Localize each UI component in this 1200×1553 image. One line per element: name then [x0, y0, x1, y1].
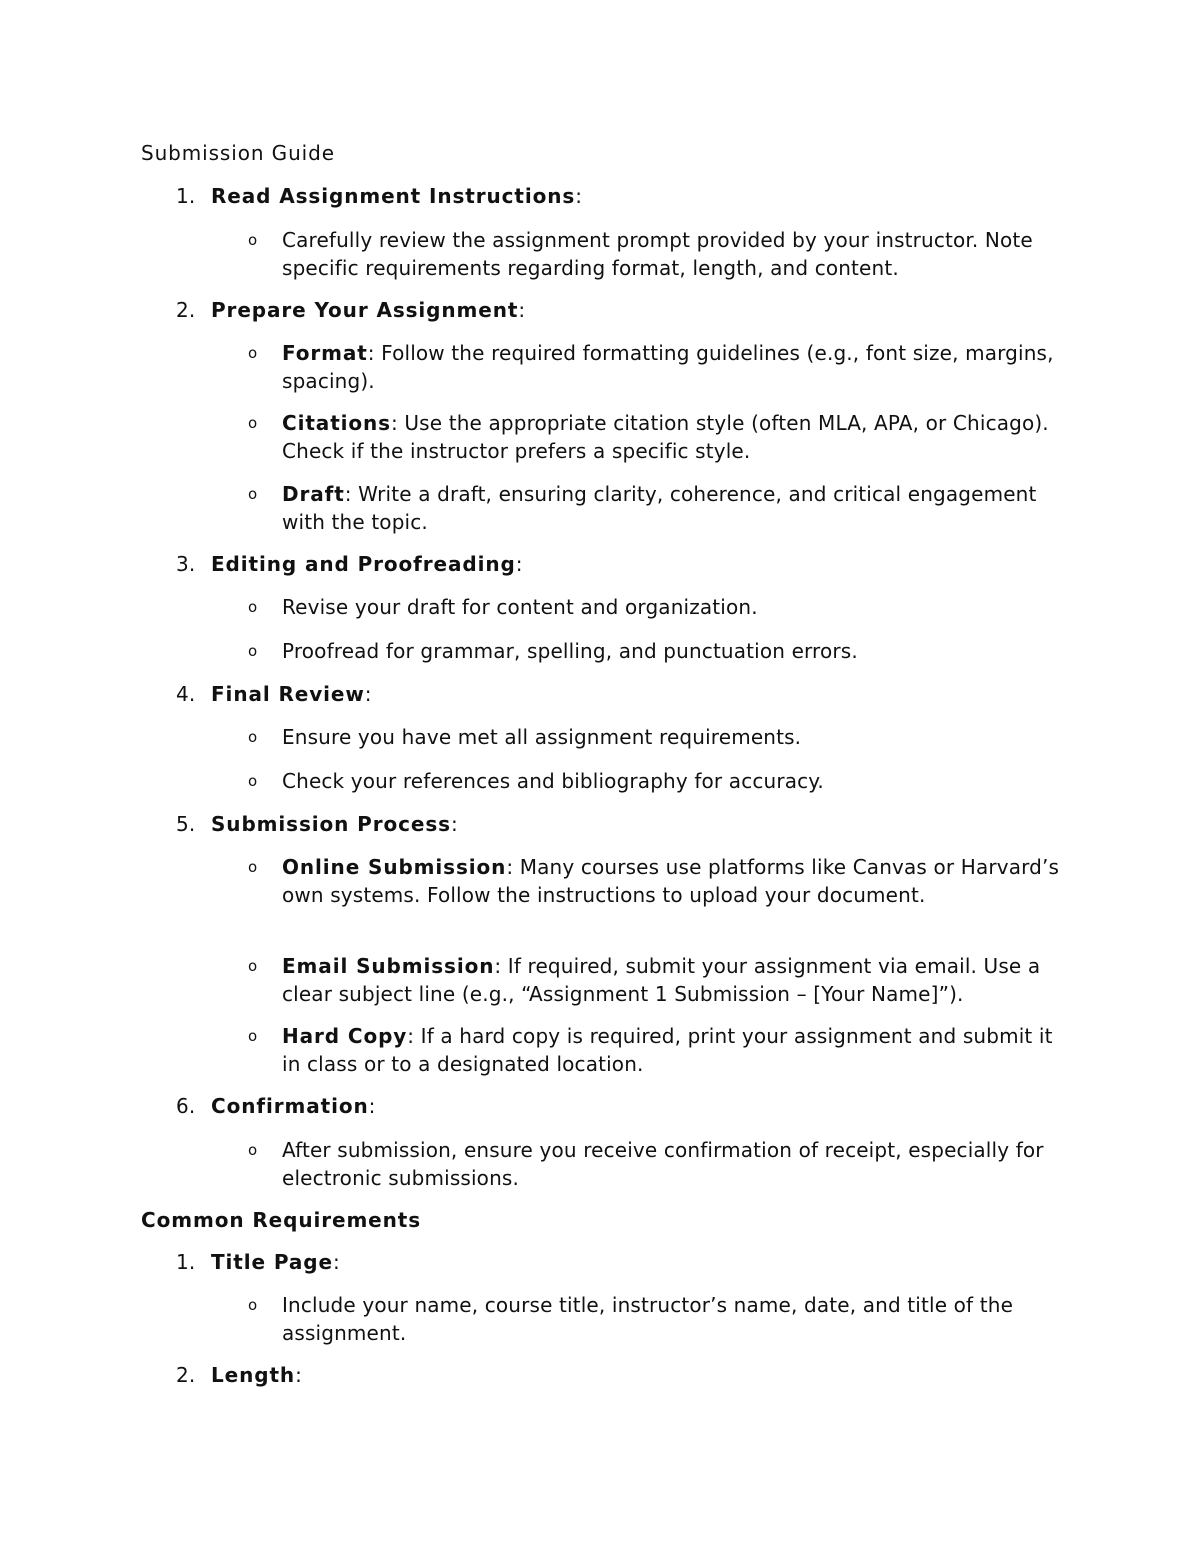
- item-suffix: :: [450, 812, 458, 836]
- bullet-lead: Draft: [282, 482, 345, 506]
- item-number: 1.: [176, 184, 196, 208]
- item-number: 5.: [176, 812, 196, 836]
- bullet-text: : If a hard copy is required, print your assignment and submit it in class or to a designated location.: [282, 1024, 1053, 1076]
- bullet-lead: Online Submission: [282, 855, 507, 879]
- bullet-mark: o: [248, 728, 258, 746]
- list-item-title-page: [176, 1248, 340, 1276]
- item-number: 1.: [176, 1250, 196, 1274]
- bullet-mark: o: [248, 957, 258, 975]
- bullet-item: [248, 853, 1060, 909]
- bullet-item: [248, 1291, 1048, 1347]
- bullet-text: : Use the appropriate citation style (often MLA, APA, or Chicago). Check if the instructor prefers a specific style.: [282, 411, 1049, 463]
- bullet-item: [248, 952, 1048, 1008]
- bullet-mark: o: [248, 642, 258, 660]
- item-number: 3.: [176, 552, 196, 576]
- bullet-lead: Email Submission: [282, 954, 495, 978]
- item-title: Prepare Your Assignment: [211, 298, 519, 322]
- bullet-lead: Format: [282, 341, 368, 365]
- bullet-text: After submission, ensure you receive confirmation of receipt, especially for electronic submissions.: [282, 1138, 1044, 1190]
- bullet-mark: o: [248, 858, 258, 876]
- bullet-mark: o: [248, 485, 258, 503]
- bullet-mark: o: [248, 1141, 258, 1159]
- section-heading-common-requirements: Common Requirements: [141, 1208, 422, 1232]
- item-suffix: :: [515, 552, 523, 576]
- bullet-item: [248, 723, 1048, 751]
- item-number: 4.: [176, 682, 196, 706]
- list-item-prepare-assignment: [176, 296, 525, 324]
- bullet-mark: o: [248, 1027, 258, 1045]
- item-title: Final Review: [211, 682, 365, 706]
- bullet-mark: o: [248, 231, 258, 249]
- bullet-text: Carefully review the assignment prompt provided by your instructor. Note specific requirements regarding format, length, and content.: [282, 228, 1033, 280]
- bullet-mark: o: [248, 772, 258, 790]
- section-heading-submission-guide: Submission Guide: [141, 141, 335, 165]
- bullet-lead: Citations: [282, 411, 391, 435]
- item-title: Confirmation: [211, 1094, 369, 1118]
- list-item-length: [176, 1361, 302, 1389]
- list-item-read-assignment: [176, 182, 582, 210]
- bullet-mark: o: [248, 598, 258, 616]
- bullet-mark: o: [248, 414, 258, 432]
- item-number: 6.: [176, 1094, 196, 1118]
- item-title: Read Assignment Instructions: [211, 184, 576, 208]
- bullet-item: [248, 1136, 1048, 1192]
- item-number: 2.: [176, 298, 196, 322]
- item-title: Submission Process: [211, 812, 451, 836]
- bullet-text: : Follow the required formatting guidelines (e.g., font size, margins, spacing).: [282, 341, 1054, 393]
- list-item-submission-process: [176, 810, 458, 838]
- item-title: Length: [211, 1363, 296, 1387]
- item-number: 2.: [176, 1363, 196, 1387]
- bullet-text: : Write a draft, ensuring clarity, coherence, and critical engagement with the topic.: [282, 482, 1037, 534]
- bullet-item: [248, 1022, 1053, 1078]
- bullet-item: [248, 637, 1048, 665]
- item-suffix: :: [364, 682, 372, 706]
- bullet-item: [248, 480, 1048, 536]
- item-title: Editing and Proofreading: [211, 552, 516, 576]
- item-title: Title Page: [211, 1250, 333, 1274]
- bullet-text: Proofread for grammar, spelling, and punctuation errors.: [282, 639, 858, 663]
- item-suffix: :: [518, 298, 526, 322]
- list-item-confirmation: [176, 1092, 376, 1120]
- item-suffix: :: [295, 1363, 302, 1387]
- bullet-item: [248, 767, 1048, 795]
- bullet-item: [248, 409, 1048, 465]
- bullet-text: Ensure you have met all assignment requirements.: [282, 725, 802, 749]
- bullet-text: : If required, submit your assignment via email. Use a clear subject line (e.g., “Assignment 1 Submission – [Your Name]”).: [282, 954, 1041, 1006]
- bullet-text: : Many courses use platforms like Canvas or Harvard’s own systems. Follow the instructions to upload your document.: [282, 855, 1060, 907]
- bullet-text: Revise your draft for content and organization.: [282, 595, 758, 619]
- item-suffix: :: [575, 184, 583, 208]
- bullet-text: Include your name, course title, instructor’s name, date, and title of the assignment.: [282, 1293, 1014, 1345]
- bullet-mark: o: [248, 344, 258, 362]
- bullet-lead: Hard Copy: [282, 1024, 408, 1048]
- item-suffix: :: [368, 1094, 376, 1118]
- bullet-item: [248, 593, 1048, 621]
- list-item-final-review: [176, 680, 372, 708]
- bullet-item: [248, 339, 1054, 395]
- bullet-text: Check your references and bibliography for accuracy.: [282, 769, 824, 793]
- bullet-item: [248, 226, 1048, 282]
- item-suffix: :: [332, 1250, 340, 1274]
- list-item-editing-proofreading: [176, 550, 523, 578]
- bullet-mark: o: [248, 1296, 258, 1314]
